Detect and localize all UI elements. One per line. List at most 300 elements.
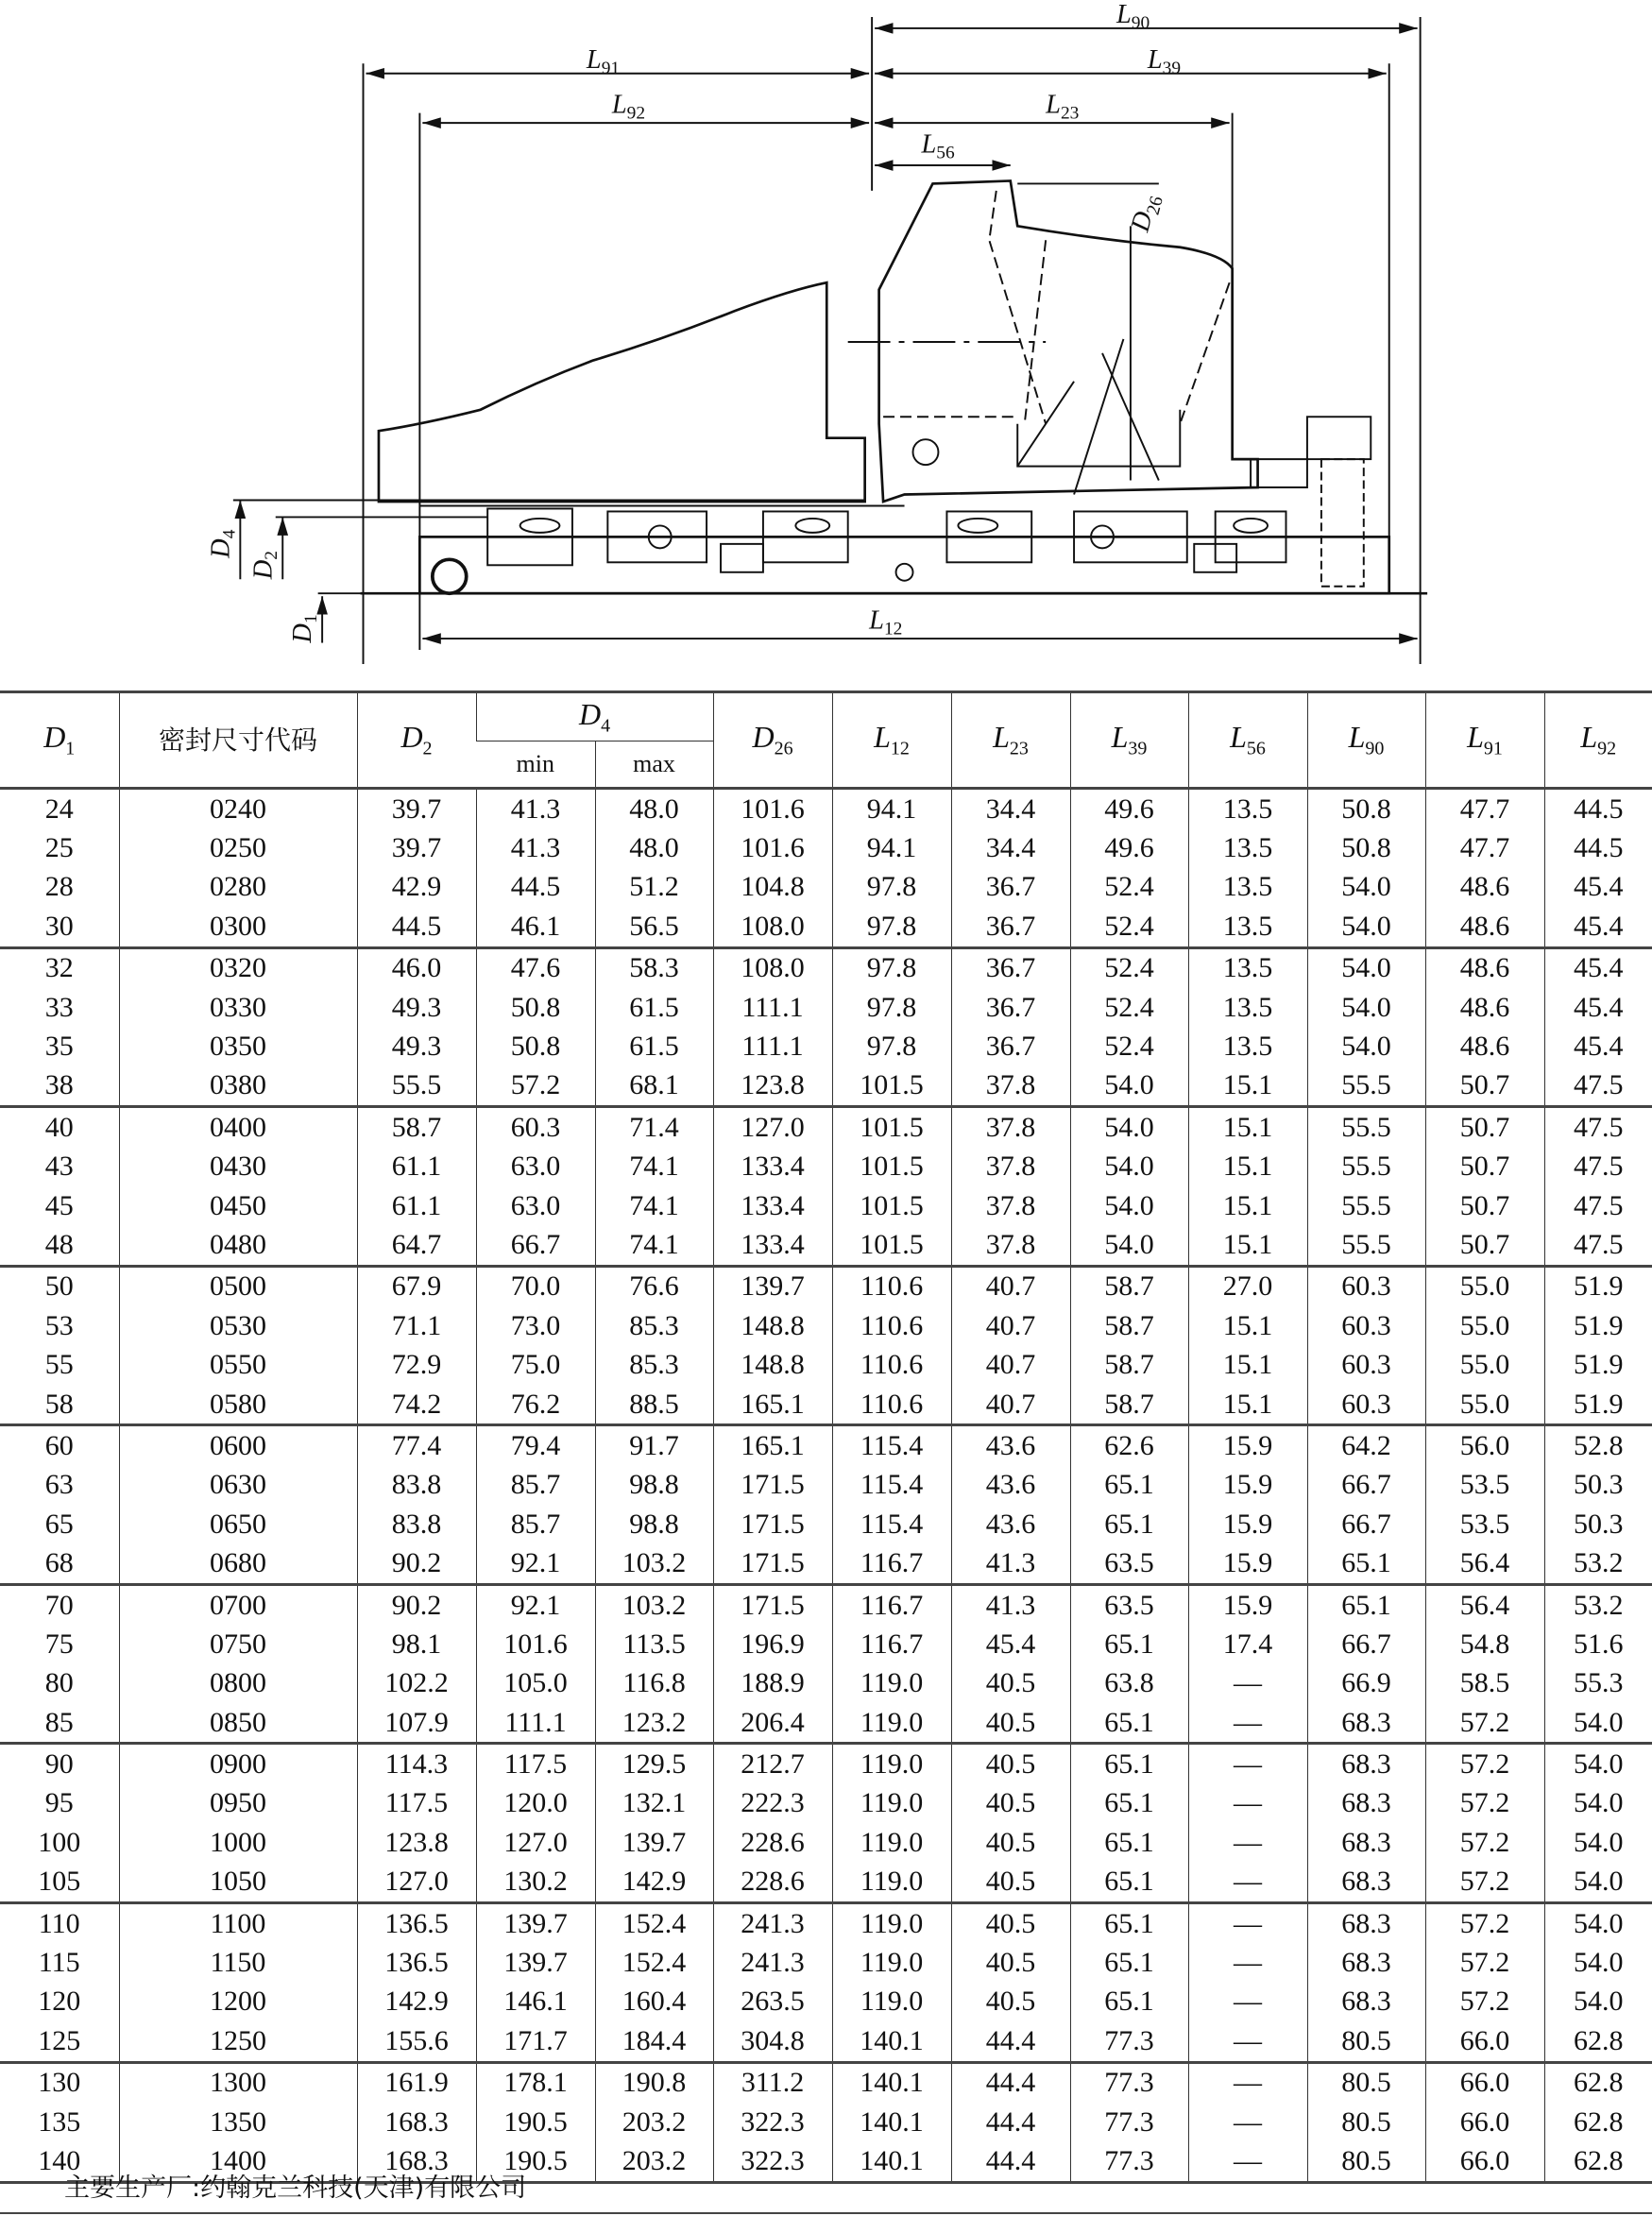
header-D4-max: max — [595, 742, 713, 789]
cell-seal-size-code: 0800 — [119, 1664, 357, 1703]
cell-L90: 66.7 — [1307, 1625, 1425, 1663]
cell-L90: 68.3 — [1307, 1703, 1425, 1744]
cell-L92: 51.9 — [1544, 1266, 1652, 1306]
cell-D1: 38 — [0, 1066, 119, 1107]
cell-L56: 15.1 — [1188, 1225, 1307, 1266]
cell-D1: 115 — [38, 1947, 80, 1979]
cell-L39: 65.1 — [1070, 1902, 1188, 1943]
cell-seal-size-code: 1000 — [119, 1823, 357, 1862]
cell-L90: 80.5 — [1307, 2021, 1425, 2062]
label-L23: $L_{23}$ — [1046, 90, 1080, 124]
cell-L23: 36.7 — [951, 988, 1070, 1027]
cell-L91: 57.2 — [1425, 1823, 1544, 1862]
table-row — [0, 1664, 1652, 1703]
header-seal-size-code: 密封尺寸代码 — [119, 692, 357, 789]
cell-L92: 54.0 — [1544, 1744, 1652, 1784]
cell-seal-size-code: 0700 — [119, 1584, 357, 1625]
cell-L90: 68.3 — [1307, 1784, 1425, 1823]
cell-L91: 55.0 — [1425, 1345, 1544, 1384]
cell-L91: 56.4 — [1425, 1543, 1544, 1584]
cell-L90: 54.0 — [1307, 1027, 1425, 1065]
cell-L92: 45.4 — [1544, 1027, 1652, 1065]
cell-D1: 130 — [38, 2067, 81, 2099]
cell-L23: 34.4 — [951, 789, 1070, 829]
cell-seal-size-code: 1100 — [119, 1902, 357, 1943]
label-L56: $L_{56}$ — [921, 129, 955, 163]
cell-L56: — — [1188, 1664, 1307, 1703]
cell-D1: 50 — [44, 1270, 74, 1303]
table-row — [0, 988, 1652, 1027]
cell-D26: 148.8 — [713, 1345, 832, 1384]
cell-L91: 50.7 — [1425, 1107, 1544, 1148]
cell-D4-min: 111.1 — [476, 1703, 595, 1744]
cell-L12: 140.1 — [832, 2103, 951, 2141]
cell-L92: 51.9 — [1544, 1345, 1652, 1384]
cell-D4-max: 123.2 — [595, 1703, 713, 1744]
cell-L23: 44.4 — [951, 2062, 1070, 2103]
cell-L23: 43.6 — [951, 1425, 1070, 1466]
cell-L90: 64.2 — [1307, 1425, 1425, 1466]
table-row — [0, 1306, 1652, 1345]
header-D2: $D_2$ — [357, 692, 476, 789]
cell-L39: 52.4 — [1070, 907, 1188, 947]
bottom-rule — [0, 2212, 1652, 2214]
cell-L23: 40.5 — [951, 1983, 1070, 2021]
cell-D1: 24 — [44, 793, 74, 825]
cell-L91: 56.4 — [1425, 1584, 1544, 1625]
cell-L12: 140.1 — [832, 2062, 951, 2103]
table-row — [0, 1943, 1652, 1982]
cell-seal-size-code: 1150 — [119, 1943, 357, 1982]
cell-L90: 60.3 — [1307, 1345, 1425, 1384]
cell-D2: 136.5 — [357, 1902, 476, 1943]
cell-D4-max: 85.3 — [595, 1306, 713, 1345]
cell-L91: 48.6 — [1425, 1027, 1544, 1065]
cell-seal-size-code: 0500 — [119, 1266, 357, 1306]
cell-D2: 90.2 — [357, 1543, 476, 1584]
cell-D1: 63 — [44, 1469, 74, 1501]
cell-D2: 71.1 — [357, 1306, 476, 1345]
cell-L56: 15.1 — [1188, 1107, 1307, 1148]
cell-L90: 54.0 — [1307, 907, 1425, 947]
cell-D2: 90.2 — [357, 1584, 476, 1625]
cell-D26: 148.8 — [713, 1306, 832, 1345]
cell-L12: 97.8 — [832, 1027, 951, 1065]
cell-L12: 119.0 — [832, 1703, 951, 1744]
cell-D4-min: 50.8 — [476, 988, 595, 1027]
cell-D4-min: 46.1 — [476, 907, 595, 947]
cell-seal-size-code: 0400 — [119, 1107, 357, 1148]
cell-L12: 110.6 — [832, 1385, 951, 1425]
cell-D1: 33 — [44, 991, 74, 1023]
cell-D2: 155.6 — [357, 2021, 476, 2062]
cell-L56: 15.1 — [1188, 1186, 1307, 1225]
cell-L91: 50.7 — [1425, 1186, 1544, 1225]
label-D26: $D_{26}$ — [1125, 194, 1167, 235]
cell-L12: 119.0 — [832, 1902, 951, 1943]
cell-D4-max: 139.7 — [595, 1823, 713, 1862]
cell-L90: 65.1 — [1307, 1543, 1425, 1584]
cell-D26: 108.0 — [713, 947, 832, 988]
cell-L39: 49.6 — [1070, 828, 1188, 867]
cell-L23: 41.3 — [951, 1543, 1070, 1584]
cell-D4-min: 47.6 — [476, 947, 595, 988]
table-row — [0, 947, 1652, 988]
cell-L91: 48.6 — [1425, 988, 1544, 1027]
cell-L12: 119.0 — [832, 1664, 951, 1703]
cell-D1: 100 — [38, 1826, 81, 1858]
cell-D2: 61.1 — [357, 1148, 476, 1186]
cell-L91: 54.8 — [1425, 1625, 1544, 1663]
cell-D26: 222.3 — [713, 1784, 832, 1823]
cell-D26: 171.5 — [713, 1543, 832, 1584]
cell-L23: 40.7 — [951, 1385, 1070, 1425]
label-L12: $L_{12}$ — [869, 605, 903, 639]
cell-D4-min: 44.5 — [476, 868, 595, 907]
cell-D4-max: 98.8 — [595, 1466, 713, 1505]
cell-L12: 115.4 — [832, 1425, 951, 1466]
cell-D4-min: 79.4 — [476, 1425, 595, 1466]
cell-L12: 119.0 — [832, 1983, 951, 2021]
cell-D4-min: 75.0 — [476, 1345, 595, 1384]
table-row — [0, 907, 1652, 947]
cell-D26: 171.5 — [713, 1584, 832, 1625]
cell-seal-size-code: 0380 — [119, 1066, 357, 1107]
cell-seal-size-code: 0250 — [119, 828, 357, 867]
cell-L23: 40.5 — [951, 1902, 1070, 1943]
cell-L91: 57.2 — [1425, 1983, 1544, 2021]
cell-L92: 51.6 — [1544, 1625, 1652, 1663]
cell-L39: 63.5 — [1070, 1584, 1188, 1625]
cell-L12: 101.5 — [832, 1066, 951, 1107]
cell-L39: 54.0 — [1070, 1148, 1188, 1186]
cell-L56: 15.9 — [1188, 1543, 1307, 1584]
cell-L92: 45.4 — [1544, 907, 1652, 947]
cell-L90: 50.8 — [1307, 789, 1425, 829]
table-row — [0, 1107, 1652, 1148]
cell-D26: 123.8 — [713, 1066, 832, 1107]
cell-L92: 44.5 — [1544, 789, 1652, 829]
cell-D1: 120 — [38, 1986, 81, 2018]
cell-D4-max: 203.2 — [595, 2141, 713, 2182]
cell-L92: 47.5 — [1544, 1225, 1652, 1266]
cell-seal-size-code: 0630 — [119, 1466, 357, 1505]
cell-D2: 55.5 — [357, 1066, 476, 1107]
cell-L92: 51.9 — [1544, 1306, 1652, 1345]
cell-D2: 168.3 — [357, 2141, 476, 2182]
cell-L90: 68.3 — [1307, 1823, 1425, 1862]
cell-L39: 65.1 — [1070, 1744, 1188, 1784]
cell-L23: 40.5 — [951, 1823, 1070, 1862]
cell-L39: 77.3 — [1070, 2141, 1188, 2182]
cell-D2: 39.7 — [357, 789, 476, 829]
cell-D26: 127.0 — [713, 1107, 832, 1148]
cell-D1: 68 — [0, 1543, 119, 1584]
cell-L39: 52.4 — [1070, 1027, 1188, 1065]
table-row — [0, 1466, 1652, 1505]
cell-L92: 54.0 — [1544, 1784, 1652, 1823]
cell-D26: 311.2 — [713, 2062, 832, 2103]
cell-D4-min: 127.0 — [476, 1823, 595, 1862]
cell-D4-min: 60.3 — [476, 1107, 595, 1148]
cell-L56: 17.4 — [1188, 1625, 1307, 1663]
cell-L91: 55.0 — [1425, 1266, 1544, 1306]
header-D4-min: min — [476, 742, 595, 789]
cell-L92: 53.2 — [1544, 1543, 1652, 1584]
table-row — [0, 1863, 1652, 1903]
cell-L92: 47.5 — [1544, 1186, 1652, 1225]
cell-L23: 37.8 — [951, 1225, 1070, 1266]
cell-D2: 102.2 — [357, 1664, 476, 1703]
cell-L56: 13.5 — [1188, 988, 1307, 1027]
cell-L39: 65.1 — [1070, 1625, 1188, 1663]
cell-L92: 45.4 — [1544, 947, 1652, 988]
cell-D26: 171.5 — [713, 1466, 832, 1505]
cell-D26: 322.3 — [713, 2141, 832, 2182]
cell-D2: 83.8 — [357, 1505, 476, 1543]
cell-L92: 62.8 — [1544, 2141, 1652, 2182]
cell-D4-max: 71.4 — [595, 1107, 713, 1148]
cell-L90: 68.3 — [1307, 1983, 1425, 2021]
cell-L90: 65.1 — [1307, 1584, 1425, 1625]
label-L92: $L_{92}$ — [611, 90, 646, 124]
cell-L39: 52.4 — [1070, 947, 1188, 988]
cell-L39: 54.0 — [1070, 1225, 1188, 1266]
cell-D1: 135 — [38, 2105, 81, 2138]
cell-L23: 37.8 — [951, 1107, 1070, 1148]
cell-L56: 13.5 — [1188, 828, 1307, 867]
header-L90: $L_{90}$ — [1307, 692, 1425, 789]
cell-D4-min: 120.0 — [476, 1784, 595, 1823]
cell-L23: 36.7 — [951, 907, 1070, 947]
table-row — [0, 1186, 1652, 1225]
cell-D2: 123.8 — [357, 1823, 476, 1862]
cell-L91: 57.2 — [1425, 1703, 1544, 1744]
table-row — [0, 868, 1652, 907]
cell-L91: 50.7 — [1425, 1225, 1544, 1266]
cell-L90: 55.5 — [1307, 1148, 1425, 1186]
cell-L92: 54.0 — [1544, 1823, 1652, 1862]
cell-L39: 58.7 — [1070, 1266, 1188, 1306]
cell-L56: 15.1 — [1188, 1385, 1307, 1425]
cell-L90: 68.3 — [1307, 1943, 1425, 1982]
label-D4: $D_4$ — [206, 529, 240, 558]
cell-L39: 49.6 — [1070, 789, 1188, 829]
cell-D2: 49.3 — [357, 1027, 476, 1065]
cell-D1: 125 — [0, 2021, 119, 2062]
cell-D4-max: 48.0 — [595, 828, 713, 867]
label-L91: $L_{91}$ — [586, 44, 621, 78]
cell-D4-min: 146.1 — [476, 1983, 595, 2021]
cell-D4-min: 171.7 — [476, 2021, 595, 2062]
cell-D2: 161.9 — [357, 2062, 476, 2103]
cell-D26: 104.8 — [713, 868, 832, 907]
cell-D1: 30 — [0, 907, 119, 947]
cell-L12: 110.6 — [832, 1345, 951, 1384]
cell-L39: 58.7 — [1070, 1306, 1188, 1345]
cell-L56: — — [1188, 1902, 1307, 1943]
cell-D26: 139.7 — [713, 1266, 832, 1306]
cell-L90: 68.3 — [1307, 1744, 1425, 1784]
cell-D4-min: 70.0 — [476, 1266, 595, 1306]
header-L23: $L_{23}$ — [951, 692, 1070, 789]
table-row — [0, 1703, 1652, 1744]
cell-L56: — — [1188, 1784, 1307, 1823]
cell-D4-max: 116.8 — [595, 1664, 713, 1703]
cell-L92: 54.0 — [1544, 1983, 1652, 2021]
cell-L56: 27.0 — [1188, 1266, 1307, 1306]
cell-L90: 60.3 — [1307, 1306, 1425, 1345]
cell-L39: 54.0 — [1070, 1186, 1188, 1225]
cell-L12: 119.0 — [832, 1943, 951, 1982]
cell-D1: 105 — [0, 1863, 119, 1903]
cell-D2: 142.9 — [357, 1983, 476, 2021]
cell-D26: 133.4 — [713, 1225, 832, 1266]
cell-L39: 63.5 — [1070, 1543, 1188, 1584]
table-row — [0, 1584, 1652, 1625]
cell-seal-size-code: 0650 — [119, 1505, 357, 1543]
cell-D26: 212.7 — [713, 1744, 832, 1784]
cell-L39: 52.4 — [1070, 988, 1188, 1027]
cell-D4-max: 113.5 — [595, 1625, 713, 1663]
cell-L39: 63.8 — [1070, 1664, 1188, 1703]
cell-D1: 48 — [0, 1225, 119, 1266]
cell-D4-min: 139.7 — [476, 1902, 595, 1943]
cell-L12: 119.0 — [832, 1863, 951, 1903]
cell-D2: 67.9 — [357, 1266, 476, 1306]
cell-L92: 50.3 — [1544, 1466, 1652, 1505]
table-row — [0, 1345, 1652, 1384]
cell-D1: 140 — [0, 2141, 119, 2182]
cell-D4-max: 98.8 — [595, 1505, 713, 1543]
cell-D2: 74.2 — [357, 1385, 476, 1425]
cell-L39: 65.1 — [1070, 1863, 1188, 1903]
table-row — [0, 2062, 1652, 2103]
cell-L91: 47.7 — [1425, 828, 1544, 867]
cell-L23: 41.3 — [951, 1584, 1070, 1625]
table-row — [0, 1625, 1652, 1663]
cell-D1: 70 — [44, 1589, 74, 1621]
cell-seal-size-code: 0350 — [119, 1027, 357, 1065]
cell-L23: 40.5 — [951, 1784, 1070, 1823]
cell-D2: 64.7 — [357, 1225, 476, 1266]
cell-D4-min: 76.2 — [476, 1385, 595, 1425]
cell-D4-min: 73.0 — [476, 1306, 595, 1345]
cell-D4-min: 101.6 — [476, 1625, 595, 1663]
cell-D4-min: 66.7 — [476, 1225, 595, 1266]
cell-D4-min: 130.2 — [476, 1863, 595, 1903]
cell-L92: 45.4 — [1544, 868, 1652, 907]
cell-L56: 15.9 — [1188, 1584, 1307, 1625]
cell-L56: — — [1188, 1823, 1307, 1862]
cell-D4-max: 203.2 — [595, 2103, 713, 2141]
cell-L23: 36.7 — [951, 868, 1070, 907]
table-row — [0, 1066, 1652, 1107]
cell-L92: 62.8 — [1544, 2103, 1652, 2141]
table-row — [0, 828, 1652, 867]
cell-seal-size-code: 0240 — [119, 789, 357, 829]
cell-L23: 36.7 — [951, 947, 1070, 988]
cell-D1: 65 — [44, 1508, 74, 1540]
cell-D4-max: 61.5 — [595, 1027, 713, 1065]
cell-D4-min: 139.7 — [476, 1943, 595, 1982]
cell-L12: 97.8 — [832, 907, 951, 947]
cell-L91: 57.2 — [1425, 1943, 1544, 1982]
cell-L90: 54.0 — [1307, 947, 1425, 988]
cell-L90: 55.5 — [1307, 1066, 1425, 1107]
cell-D26: 263.5 — [713, 1983, 832, 2021]
cell-D1: 55 — [44, 1349, 74, 1381]
cell-D4-min: 190.5 — [476, 2141, 595, 2182]
cell-L56: 15.9 — [1188, 1505, 1307, 1543]
cell-D4-min: 85.7 — [476, 1505, 595, 1543]
cell-L23: 40.5 — [951, 1744, 1070, 1784]
cell-D2: 114.3 — [357, 1744, 476, 1784]
cell-L39: 77.3 — [1070, 2021, 1188, 2062]
cell-D2: 46.0 — [357, 947, 476, 988]
label-L90: $L_{90}$ — [1116, 0, 1150, 33]
cell-D26: 171.5 — [713, 1505, 832, 1543]
header-D1: $D_1$ — [0, 692, 119, 789]
cell-L91: 57.2 — [1425, 1902, 1544, 1943]
cell-D26: 165.1 — [713, 1385, 832, 1425]
cell-L56: — — [1188, 2103, 1307, 2141]
cell-L92: 62.8 — [1544, 2021, 1652, 2062]
cell-D4-max: 68.1 — [595, 1066, 713, 1107]
cell-L91: 48.6 — [1425, 907, 1544, 947]
cell-D2: 136.5 — [357, 1943, 476, 1982]
cell-L23: 40.5 — [951, 1703, 1070, 1744]
cell-seal-size-code: 0450 — [119, 1186, 357, 1225]
table-row — [0, 1744, 1652, 1784]
cell-D4-max: 184.4 — [595, 2021, 713, 2062]
cell-L90: 54.0 — [1307, 988, 1425, 1027]
cell-L92: 44.5 — [1544, 828, 1652, 867]
cell-D4-min: 50.8 — [476, 1027, 595, 1065]
cell-D1: 40 — [44, 1111, 74, 1143]
cell-D2: 61.1 — [357, 1186, 476, 1225]
cell-L12: 116.7 — [832, 1584, 951, 1625]
cell-seal-size-code: 0330 — [119, 988, 357, 1027]
cell-L56: — — [1188, 1983, 1307, 2021]
cell-D4-max: 190.8 — [595, 2062, 713, 2103]
cell-L92: 62.8 — [1544, 2062, 1652, 2103]
table-row — [0, 2103, 1652, 2141]
cell-L92: 54.0 — [1544, 1863, 1652, 1903]
cell-L39: 52.4 — [1070, 868, 1188, 907]
cell-D26: 101.6 — [713, 789, 832, 829]
cell-L91: 55.0 — [1425, 1385, 1544, 1425]
cell-L39: 54.0 — [1070, 1066, 1188, 1107]
cell-L39: 62.6 — [1070, 1425, 1188, 1466]
cell-L92: 55.3 — [1544, 1664, 1652, 1703]
cell-L56: — — [1188, 1744, 1307, 1784]
cell-L56: — — [1188, 1863, 1307, 1903]
cell-seal-size-code: 0950 — [119, 1784, 357, 1823]
cell-D4-max: 85.3 — [595, 1345, 713, 1384]
cell-D4-min: 41.3 — [476, 828, 595, 867]
cell-L91: 47.7 — [1425, 789, 1544, 829]
seal-cross-section-drawing — [0, 0, 1652, 664]
cell-L23: 40.7 — [951, 1266, 1070, 1306]
cell-seal-size-code: 0300 — [119, 907, 357, 947]
cell-L91: 57.2 — [1425, 1744, 1544, 1784]
cell-D4-max: 152.4 — [595, 1902, 713, 1943]
cell-D4-min: 57.2 — [476, 1066, 595, 1107]
cell-seal-size-code: 0580 — [119, 1385, 357, 1425]
cell-L91: 58.5 — [1425, 1664, 1544, 1703]
cell-D2: 49.3 — [357, 988, 476, 1027]
